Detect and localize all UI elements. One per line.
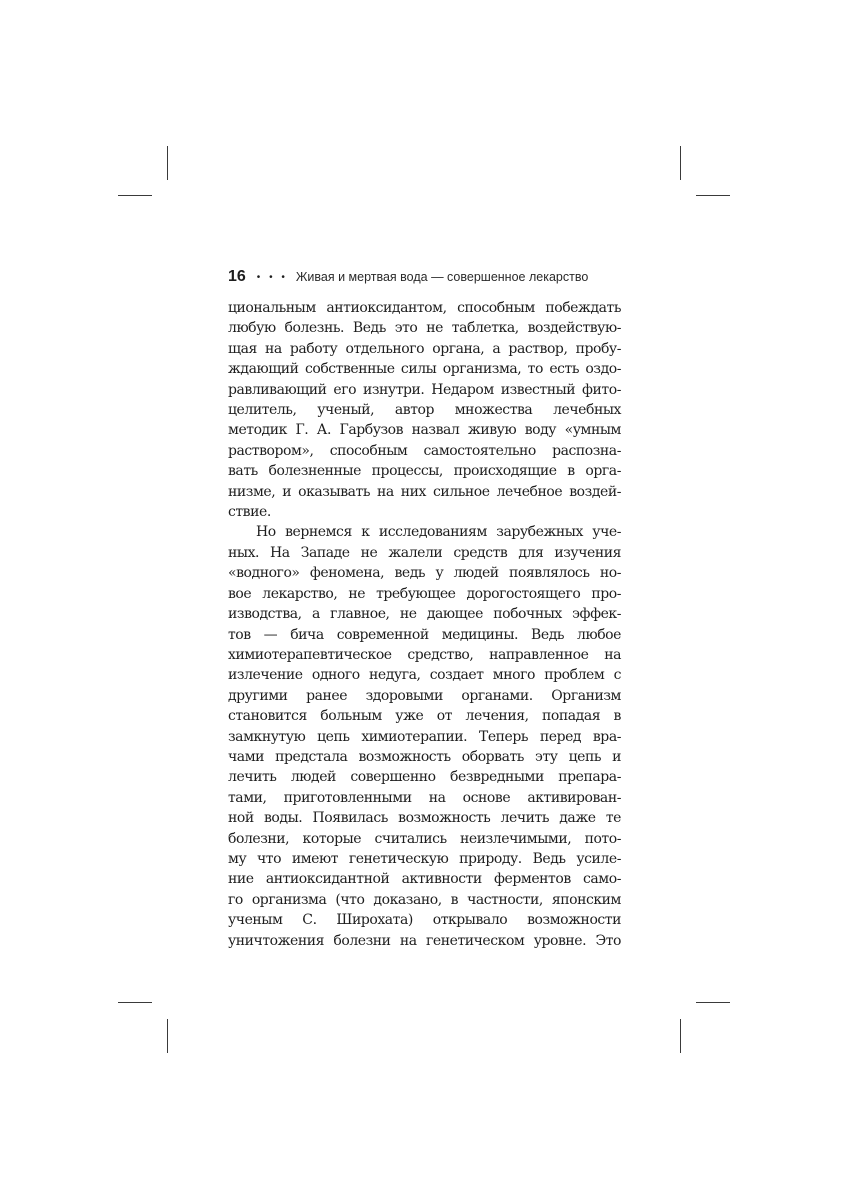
crop-mark-top-left-vertical	[167, 146, 168, 180]
crop-mark-bottom-left-horizontal	[118, 1002, 152, 1003]
text-line: любую болезнь. Ведь это не таблетка, воздействую-	[228, 320, 621, 337]
text-line: низме, и оказывать на них сильное лечебное воздей-	[228, 483, 621, 500]
text-line: методик Г. А. Гарбузов назвал живую воду «умным	[228, 422, 621, 439]
text-line: ствие.	[228, 504, 271, 521]
text-line: болезни, которые считались неизлечимыми, пото-	[228, 830, 621, 847]
text-line: изводства, а главное, не дающее побочных эффек-	[228, 606, 621, 623]
text-line: вать болезненные процессы, происходящие в орга-	[228, 463, 621, 480]
crop-mark-top-right-horizontal	[696, 195, 730, 196]
text-line: щая на работу отдельного органа, а раствор, пробу-	[228, 340, 621, 357]
page-number: 16	[228, 268, 246, 285]
crop-mark-bottom-left-vertical	[167, 1019, 168, 1053]
text-line: становится больным уже от лечения, попадая в	[228, 708, 621, 725]
paragraph-1	[228, 298, 621, 522]
text-line: ной воды. Появилась возможность лечить даже те	[228, 810, 621, 827]
text-line: ученым С. Широхата) открывало возможности	[228, 912, 621, 929]
running-title: Живая и мертвая вода — совершенное лекарство	[295, 270, 589, 284]
text-line: равливающий его изнутри. Недаром известный фито-	[228, 381, 621, 398]
text-line: чами предстала возможность оборвать эту цепь и	[228, 748, 621, 765]
text-line: Но вернемся к исследованиям зарубежных уче-	[256, 524, 621, 541]
text-line: излечение одного недуга, создает много проблем с	[228, 667, 621, 684]
crop-mark-top-left-horizontal	[118, 195, 152, 196]
text-line: замкнутую цепь химиотерапии. Теперь перед вра-	[228, 728, 621, 745]
text-line: го организма (что доказано, в частности, японским	[228, 891, 621, 908]
body-text	[228, 298, 621, 951]
text-line: раствором», способным самостоятельно распозна-	[228, 442, 621, 459]
text-line: ных. На Западе не жалели средств для изучения	[228, 544, 621, 561]
text-line: целитель, ученый, автор множества лечебных	[228, 402, 621, 419]
crop-mark-top-right-vertical	[680, 146, 681, 180]
text-line: му что имеют генетическую природу. Ведь усиле-	[228, 850, 621, 867]
text-line: уничтожения болезни на генетическом уровне. Это	[228, 932, 621, 949]
text-line: другими ранее здоровыми органами. Организм	[228, 687, 621, 704]
text-line: лечить людей совершенно безвредными препара-	[228, 769, 621, 786]
text-line: ние антиоксидантной активности ферментов само-	[228, 871, 621, 888]
crop-mark-bottom-right-vertical	[680, 1019, 681, 1053]
text-line: «водного» феномена, ведь у людей появлялось но-	[228, 565, 621, 582]
text-line: вое лекарство, не требующее дорогостоящего про-	[228, 585, 621, 602]
text-line: тов — бича современной медицины. Ведь любое	[228, 626, 621, 643]
text-line: циональным антиоксидантом, способным побеждать	[228, 300, 621, 316]
crop-mark-bottom-right-horizontal	[696, 1002, 730, 1003]
running-header	[228, 266, 588, 288]
paragraph-2	[228, 522, 621, 951]
text-line: химиотерапевтическое средство, направленное на	[228, 646, 621, 663]
text-line: тами, приготовленными на основе активирован-	[228, 789, 621, 806]
text-line: ждающий собственные силы организма, то есть оздо-	[228, 361, 621, 378]
header-dots: • • •	[256, 271, 288, 283]
